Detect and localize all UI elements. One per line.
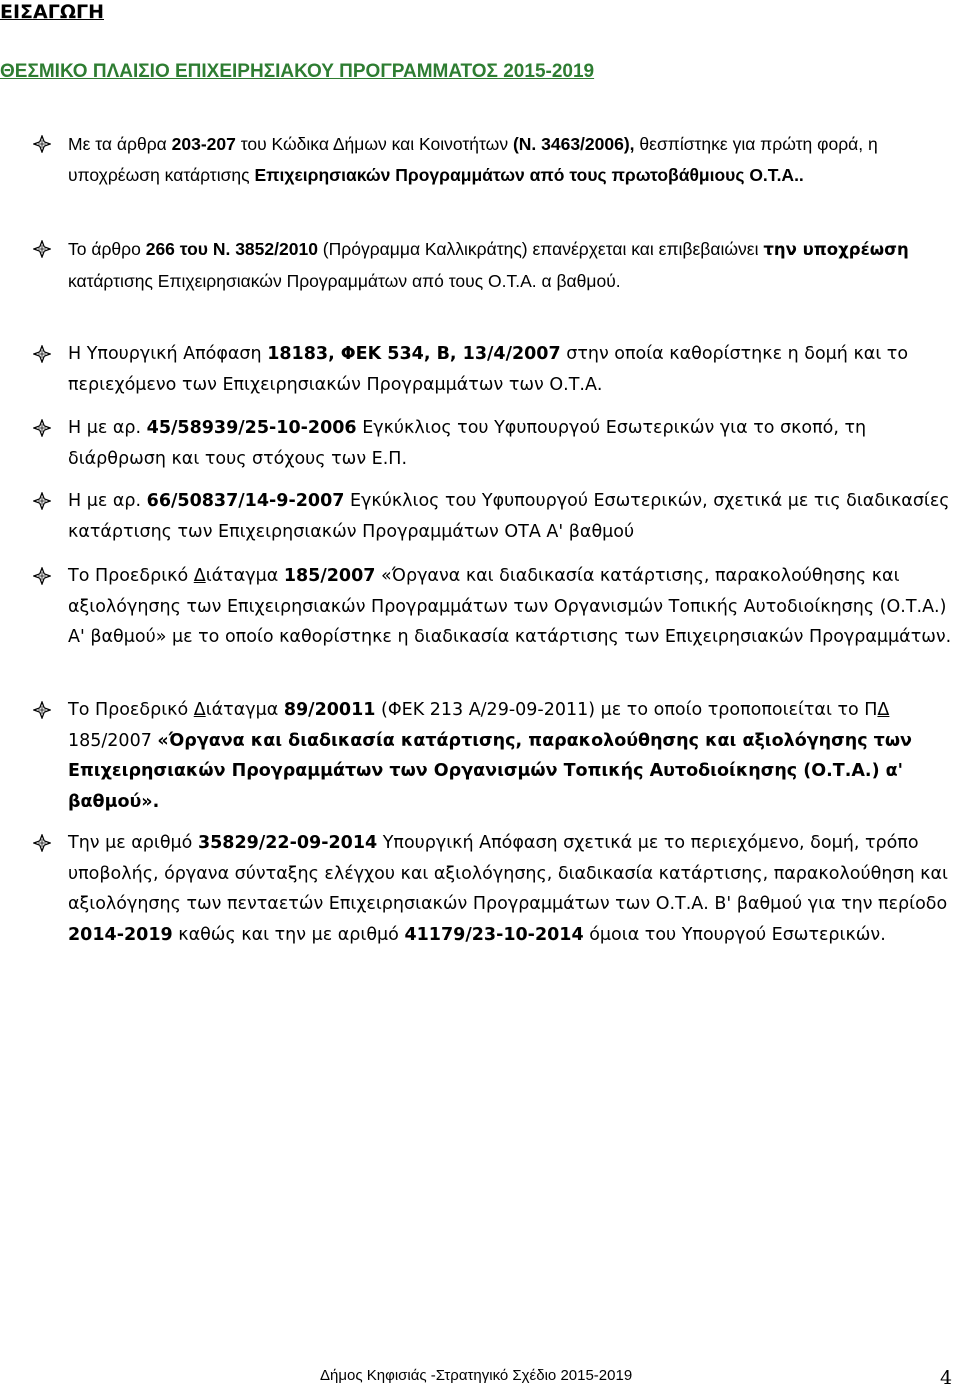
list-item-text: Με τα άρθρα 203-207 του Κώδικα Δήμων και Κοινοτήτων (Ν. 3463/2006), θεσπίστηκε για πρώτη φορά, η υποχρέωση κατάρτισης Επιχειρησιακών Προγραμμάτων από τους πρωτοβάθμιους Ο.Τ.Α.. [68, 134, 878, 185]
list-item-text: Η με αρ. 66/50837/14-9-2007 Εγκύκλιος του Υφυπουργού Εσωτερικών, σχετικά με τις διαδικασίες κατάρτισης των Επιχειρησιακών Προγραμμάτων ΟΤΑ Α' βαθμού [68, 491, 950, 542]
list-item-text: Την με αριθμό 35829/22-09-2014 Υπουργική Απόφαση σχετικά με το περιεχόμενο, δομή, τρόπο υποβολής, όργανα σύνταξης ελέγχου και αξιολόγησης, διαδικασία κατάρτισης, παρακολούθηση και αξιολόγησης των πενταετών Επιχειρησιακών Προγραμμάτων των Ο.Τ.Α. Β' βαθμού για την περίοδο 2014-2019 καθώς και την με αριθμό 41179/23-10-2014 όμοια του Υπουργού Εσωτερικών. [68, 833, 948, 945]
page-heading: ΕΙΣΑΓΩΓΗ [0, 1, 104, 23]
diamond-bullet-icon [33, 419, 51, 437]
list-item-text: Η με αρ. 45/58939/25-10-2006 Εγκύκλιος του Υφυπουργού Εσωτερικών για το σκοπό, τη διάρθρωση και τους στόχους των Ε.Π. [68, 418, 867, 469]
diamond-bullet-icon [33, 240, 51, 258]
list-item-text: Το Προεδρικό Διάταγμα 89/20011 (ΦΕΚ 213 Α/29-09-2011) με το οποίο τροποποιείται το ΠΔ 185/2007 «Όργανα και διαδικασία κατάρτισης, παρακολούθησης και αξιολόγησης των Επιχειρησιακών Προγραμμάτων των Οργανισμών Τοπικής Αυτοδιοίκησης (Ο.Τ.Α.) α' βαθμού». [68, 700, 912, 812]
diamond-bullet-icon [33, 701, 51, 719]
list-item-text: Το άρθρο 266 του Ν. 3852/2010 (Πρόγραμμα Καλλικράτης) επανέρχεται και επιβεβαιώνει την υποχρέωση κατάρτισης Επιχειρησιακών Προγραμμάτων από τους Ο.Τ.Α. α βαθμού. [68, 239, 909, 291]
list-item-text: Η Υπουργική Απόφαση 18183, ΦΕΚ 534, Β, 13/4/2007 στην οποία καθορίστηκε η δομή και το περιεχόμενο των Επιχειρησιακών Προγραμμάτων των Ο.Τ.Α. [68, 344, 909, 395]
diamond-bullet-icon [33, 567, 51, 585]
diamond-bullet-icon [33, 492, 51, 510]
list-item-text: Το Προεδρικό Διάταγμα 185/2007 «Όργανα και διαδικασία κατάρτισης, παρακολούθησης και αξιολόγησης των Επιχειρησιακών Προγραμμάτων των Οργανισμών Τοπικής Αυτοδιοίκησης (Ο.Τ.Α.) Α' βαθμού» με το οποίο καθορίστηκε η διαδικασία κατάρτισης των Επιχειρησιακών Προγραμμάτων. [68, 566, 952, 647]
diamond-bullet-icon [33, 834, 51, 852]
page-footer: Δήμος Κηφισιάς -Στρατηγικό Σχέδιο 2015-2019 [320, 1367, 633, 1384]
diamond-bullet-icon [33, 135, 51, 153]
section-title: ΘΕΣΜΙΚΟ ΠΛΑΙΣΙΟ ΕΠΙΧΕΙΡΗΣΙΑΚΟΥ ΠΡΟΓΡΑΜΜΑΤΟΣ 2015-2019 [0, 61, 595, 82]
diamond-bullet-icon [33, 345, 51, 363]
page-number: 4 [940, 1367, 953, 1389]
